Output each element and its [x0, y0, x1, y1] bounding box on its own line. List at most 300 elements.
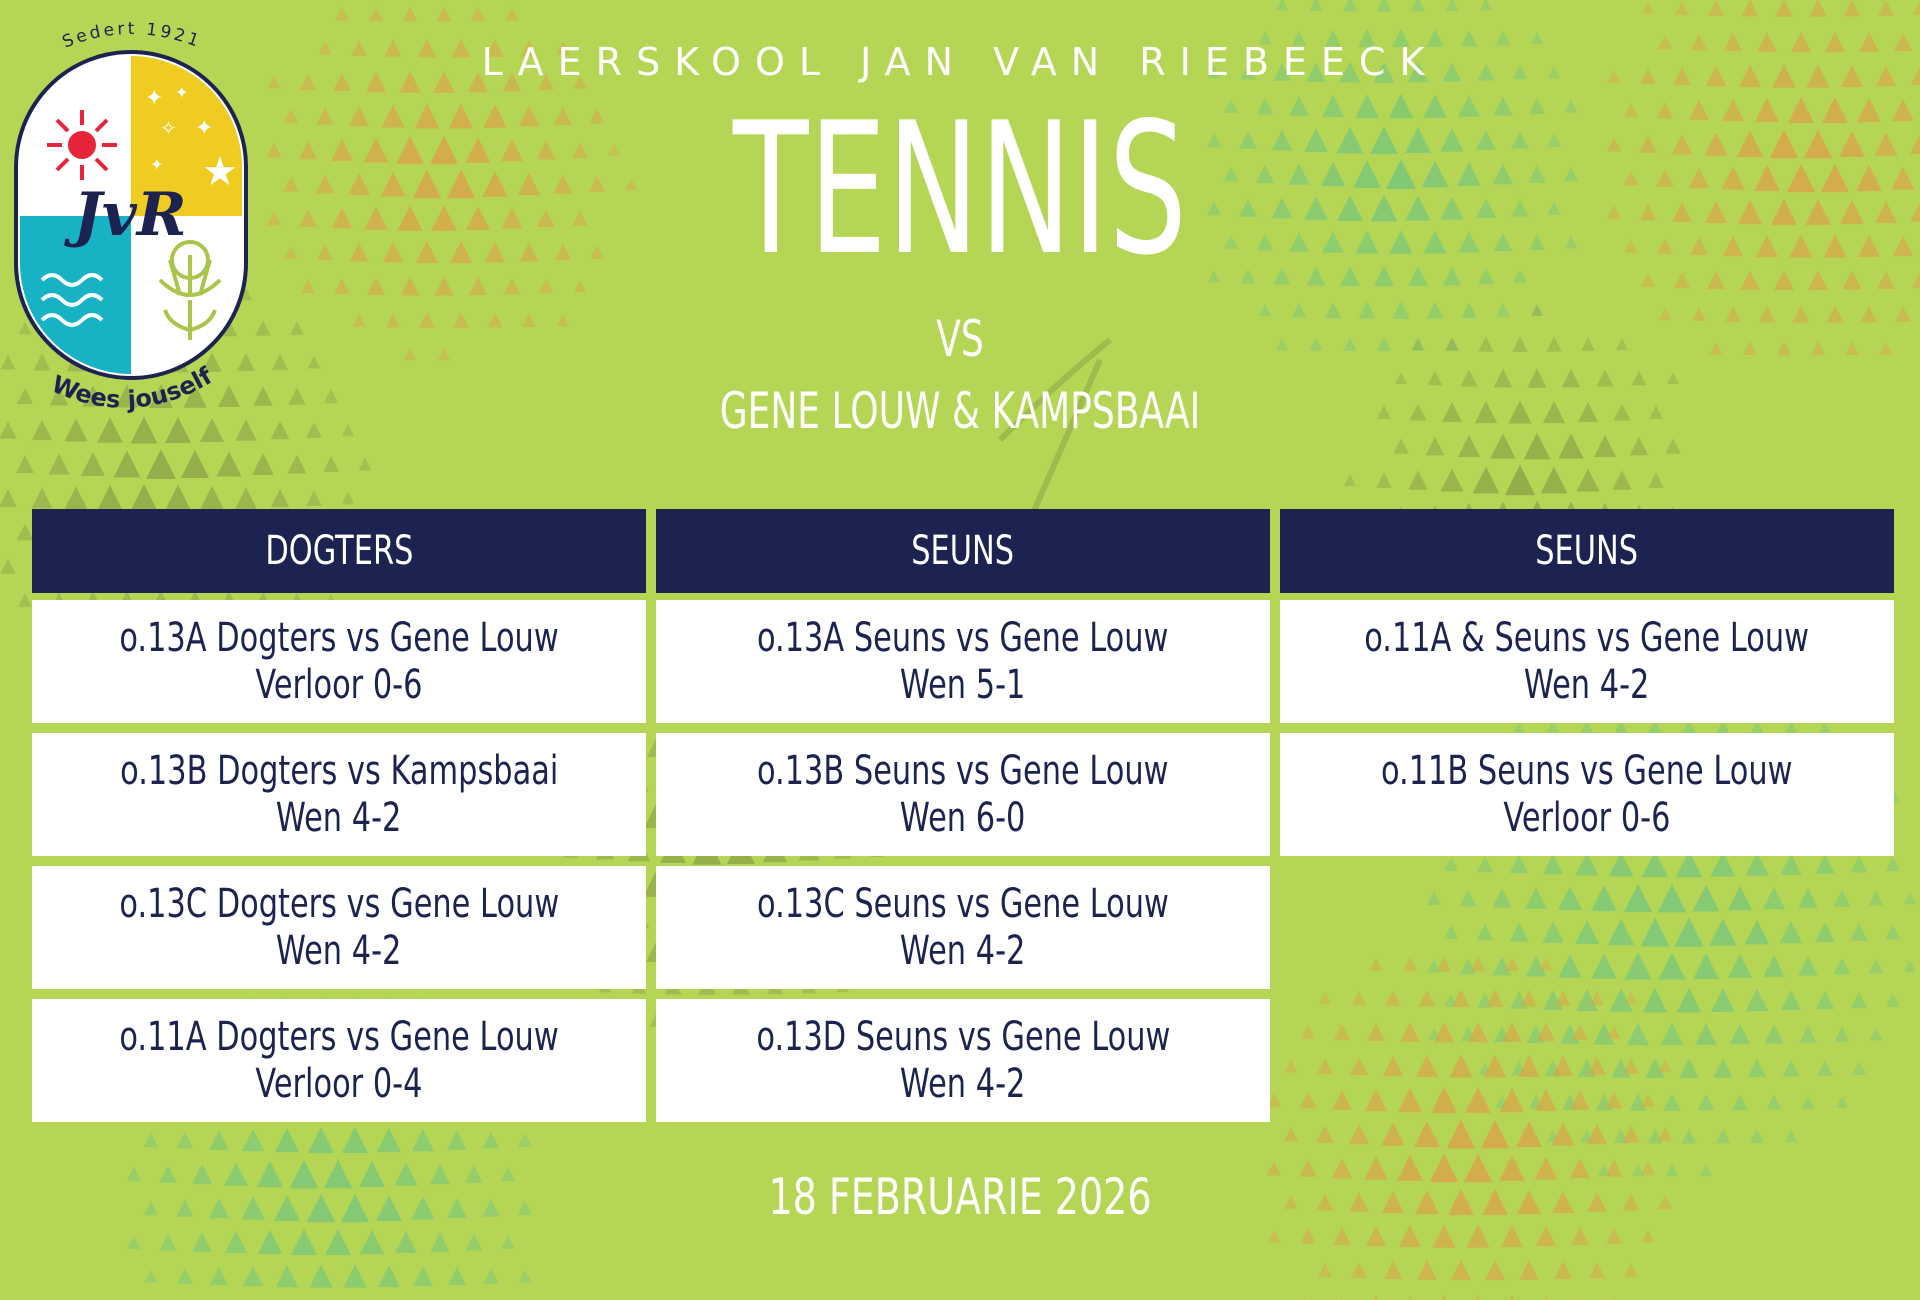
match-result: Verloor 0-4: [255, 1060, 423, 1107]
pattern-triangle: [1869, 1027, 1882, 1040]
pattern-triangle: [1869, 959, 1884, 974]
pattern-triangle: [1641, 918, 1670, 947]
svg-text:✦: ✦: [195, 115, 214, 140]
match-result: Wen 4-2: [276, 927, 402, 974]
pattern-triangle: [574, 280, 586, 292]
result-card: [656, 600, 1270, 723]
pattern-triangle: [1317, 1058, 1333, 1074]
pattern-triangle: [1780, 921, 1802, 943]
pattern-triangle: [1350, 1057, 1368, 1075]
match-label: o.13C Seuns vs Gene Louw: [757, 880, 1169, 927]
pattern-triangle: [1516, 1121, 1542, 1147]
pattern-triangle: [1886, 993, 1900, 1007]
pattern-triangle: [1913, 1, 1920, 15]
pattern-triangle: [1435, 1295, 1452, 1300]
pattern-triangle: [0, 558, 15, 573]
pattern-triangle: [505, 7, 518, 20]
pattern-triangle: [1723, 236, 1743, 256]
pattern-triangle: [1505, 957, 1519, 971]
pattern-triangle: [1737, 131, 1763, 157]
pattern-triangle: [1910, 134, 1920, 154]
pattern-triangle: [1414, 1121, 1440, 1147]
pattern-triangle: [1763, 955, 1785, 977]
pattern-triangle: [164, 484, 191, 511]
pattern-triangle: [18, 593, 31, 606]
pattern-triangle: [1728, 954, 1752, 978]
pattern-triangle: [395, 1231, 417, 1253]
pattern-triangle: [1624, 1263, 1638, 1277]
pattern-triangle: [209, 1130, 229, 1150]
pattern-triangle: [1774, 270, 1794, 290]
pattern-triangle: [1781, 990, 1802, 1011]
pattern-triangle: [1606, 1228, 1622, 1244]
pattern-triangle: [1857, 98, 1881, 122]
pattern-triangle: [1659, 308, 1671, 320]
pattern-triangle: [97, 417, 123, 443]
pattern-triangle: [1777, 341, 1792, 356]
pattern-triangle: [1408, 470, 1427, 489]
pattern-triangle: [49, 454, 70, 475]
pattern-triangle: [1869, 891, 1884, 906]
pattern-triangle: [1591, 885, 1617, 911]
pattern-triangle: [1704, 132, 1727, 155]
match-label: o.11A Dogters vs Gene Louw: [119, 1013, 559, 1060]
pattern-triangle: [1400, 1022, 1420, 1042]
pattern-triangle: [267, 211, 282, 226]
pattern-triangle: [200, 418, 224, 442]
pattern-triangle: [1452, 989, 1470, 1007]
pattern-triangle: [1677, 988, 1702, 1013]
pattern-triangle: [436, 6, 451, 21]
pattern-triangle: [131, 417, 158, 444]
pattern-triangle: [501, 1235, 515, 1249]
pattern-triangle: [1419, 990, 1436, 1007]
pattern-triangle: [1878, 0, 1894, 16]
pattern-triangle: [1468, 1022, 1488, 1042]
pattern-triangle: [1679, 1058, 1699, 1078]
pattern-triangle: [32, 488, 53, 509]
pattern-triangle: [144, 1201, 159, 1216]
pattern-triangle: [146, 449, 176, 479]
pattern-triangle: [360, 1230, 384, 1254]
pattern-triangle: [1823, 234, 1846, 257]
column-header: SEUNS: [1280, 509, 1894, 593]
pattern-triangle: [159, 1165, 177, 1183]
pattern-triangle: [1300, 1228, 1316, 1244]
pattern-triangle: [1344, 474, 1356, 486]
pattern-triangle: [210, 1267, 228, 1285]
match-label: o.11A & Seuns vs Gene Louw: [1364, 614, 1810, 661]
pattern-triangle: [258, 1230, 282, 1254]
pattern-triangle: [1381, 1122, 1404, 1145]
pattern-triangle: [1471, 957, 1486, 972]
pattern-triangle: [1816, 991, 1834, 1009]
pattern-triangle: [1505, 465, 1536, 496]
pattern-triangle: [1399, 1225, 1421, 1247]
pattern-triangle: [1809, 0, 1827, 17]
pattern-triangle: [1657, 102, 1674, 119]
pattern-triangle: [1740, 270, 1760, 290]
pattern-triangle: [1536, 1226, 1556, 1246]
pattern-triangle: [1481, 1120, 1510, 1149]
pattern-triangle: [378, 1265, 400, 1287]
pattern-triangle: [1893, 236, 1913, 256]
pattern-triangle: [1877, 271, 1895, 289]
pattern-triangle: [1309, 0, 1323, 11]
pattern-triangle: [1657, 238, 1673, 254]
pattern-triangle: [1343, 0, 1358, 11]
pattern-triangle: [1874, 132, 1897, 155]
pattern-triangle: [252, 453, 274, 475]
pattern-triangle: [283, 176, 298, 191]
pattern-triangle: [1904, 960, 1916, 972]
column-header: SEUNS: [656, 509, 1270, 593]
pattern-triangle: [1728, 886, 1753, 911]
pattern-triangle: [1763, 887, 1785, 909]
pattern-triangle: [1799, 1025, 1816, 1042]
pattern-triangle: [32, 420, 52, 440]
pattern-triangle: [306, 490, 322, 506]
pattern-triangle: [1351, 1262, 1367, 1278]
pattern-triangle: [1675, 1, 1689, 15]
pattern-triangle: [1672, 134, 1692, 154]
pattern-triangle: [1376, 472, 1392, 488]
pattern-triangle: [160, 1234, 177, 1251]
pattern-triangle: [1775, 0, 1793, 17]
pattern-triangle: [1501, 1225, 1523, 1247]
sun-icon: [47, 110, 117, 180]
pattern-triangle: [1711, 988, 1735, 1012]
pattern-triangle: [334, 278, 350, 294]
pattern-triangle: [1658, 1059, 1671, 1072]
result-card: [1280, 600, 1894, 723]
pattern-triangle: [1789, 234, 1812, 257]
pattern-triangle: [1539, 957, 1552, 970]
match-label: o.13D Seuns vs Gene Louw: [755, 1013, 1171, 1060]
pattern-triangle: [1334, 1024, 1350, 1040]
pattern-triangle: [1742, 0, 1759, 16]
pattern-triangle: [81, 452, 105, 476]
pattern-triangle: [1738, 200, 1762, 224]
pattern-triangle: [1798, 888, 1818, 908]
pattern-triangle: [1852, 1061, 1866, 1075]
pattern-triangle: [1612, 470, 1631, 489]
pattern-triangle: [1473, 467, 1500, 494]
pattern-triangle: [1504, 1296, 1521, 1300]
pattern-triangle: [1640, 204, 1657, 221]
pattern-triangle: [1808, 270, 1828, 290]
pattern-triangle: [1801, 1095, 1815, 1109]
pattern-triangle: [1440, 468, 1463, 491]
result-card: [656, 866, 1270, 989]
pattern-triangle: [1571, 1227, 1589, 1245]
pattern-triangle: [1641, 1229, 1654, 1242]
pattern-triangle: [1554, 1261, 1572, 1279]
pattern-triangle: [1447, 1120, 1476, 1149]
pattern-triangle: [1892, 99, 1914, 121]
pattern-triangle: [1695, 1023, 1717, 1045]
pattern-triangle: [1836, 1096, 1848, 1108]
pattern-triangle: [1525, 887, 1547, 909]
pattern-triangle: [1771, 199, 1797, 225]
pattern-triangle: [301, 279, 315, 293]
pattern-triangle: [1861, 306, 1878, 323]
pattern-triangle: [1300, 1092, 1317, 1109]
pattern-triangle: [1537, 1023, 1555, 1041]
pattern-triangle: [114, 451, 141, 478]
pattern-triangle: [309, 1264, 332, 1287]
pattern-triangle: [1689, 100, 1709, 120]
pattern-triangle: [276, 1265, 298, 1287]
pattern-triangle: [1716, 1129, 1731, 1144]
pattern-triangle: [1465, 1087, 1491, 1113]
pattern-triangle: [1625, 992, 1637, 1004]
match-result: Verloor 0-6: [255, 661, 423, 708]
pattern-triangle: [1624, 171, 1639, 186]
pattern-triangle: [1519, 1260, 1538, 1279]
pattern-triangle: [1746, 989, 1768, 1011]
pattern-triangle: [1538, 1296, 1554, 1300]
pattern-triangle: [1576, 468, 1599, 491]
pattern-triangle: [1509, 922, 1528, 941]
result-card: [656, 733, 1270, 856]
pattern-triangle: [1766, 1094, 1781, 1109]
pattern-triangle: [1588, 1057, 1606, 1075]
pattern-triangle: [165, 417, 191, 443]
vs-label: VS: [936, 310, 984, 368]
pattern-triangle: [235, 419, 256, 440]
pattern-triangle: [1879, 341, 1892, 354]
result-card: [1280, 733, 1894, 856]
result-card: [32, 733, 646, 856]
svg-text:✦: ✦: [150, 157, 164, 174]
pattern-triangle: [1367, 1023, 1385, 1041]
opponents-title: GENE LOUW & KAMPSBAAI: [719, 382, 1201, 440]
column-dogters: [32, 509, 646, 1132]
pattern-triangle: [1822, 97, 1848, 123]
pattern-triangle: [1572, 1024, 1588, 1040]
pattern-triangle: [336, 8, 349, 21]
pattern-triangle: [1784, 1129, 1797, 1142]
pattern-triangle: [1641, 1093, 1655, 1107]
pattern-triangle: [192, 1232, 212, 1252]
pattern-triangle: [1755, 98, 1780, 123]
result-card: [656, 999, 1270, 1122]
pattern-triangle: [192, 1164, 212, 1184]
pattern-triangle: [1722, 99, 1744, 121]
pattern-triangle: [483, 1268, 499, 1284]
pattern-triangle: [1721, 166, 1744, 189]
pattern-triangle: [1754, 165, 1780, 191]
pattern-triangle: [1705, 201, 1727, 223]
pattern-triangle: [1856, 165, 1882, 191]
pattern-triangle: [200, 486, 225, 511]
pattern-triangle: [1437, 957, 1452, 972]
pattern-triangle: [266, 142, 281, 157]
pattern-triangle: [1319, 992, 1331, 1004]
column-seuns-o13: [656, 509, 1270, 1132]
result-card: [32, 600, 646, 723]
pattern-triangle: [1674, 917, 1703, 946]
pattern-triangle: [343, 1264, 366, 1287]
svg-text:✦: ✦: [145, 85, 164, 110]
pattern-triangle: [177, 1132, 194, 1149]
pattern-triangle: [1558, 886, 1582, 910]
pattern-triangle: [291, 1229, 317, 1255]
match-label: o.13B Seuns vs Gene Louw: [757, 747, 1169, 794]
pattern-triangle: [1332, 1090, 1352, 1110]
pattern-triangle: [1643, 988, 1668, 1013]
pattern-triangle: [1826, 305, 1843, 322]
pattern-triangle: [1587, 1124, 1607, 1144]
pattern-triangle: [130, 484, 158, 512]
pattern-triangle: [1301, 1025, 1315, 1039]
pattern-triangle: [1376, 0, 1391, 12]
pattern-triangle: [1658, 1127, 1673, 1142]
pattern-triangle: [181, 450, 209, 478]
pattern-triangle: [17, 524, 34, 541]
pattern-triangle: [1555, 990, 1571, 1006]
sport-title: TENNIS: [732, 83, 1188, 295]
pattern-triangle: [1445, 0, 1459, 11]
pattern-triangle: [466, 1234, 483, 1251]
match-result: Wen 4-2: [276, 794, 402, 841]
pattern-triangle: [1851, 992, 1867, 1008]
pattern-triangle: [447, 1130, 467, 1150]
pattern-triangle: [1672, 202, 1692, 222]
pattern-triangle: [1349, 1124, 1369, 1144]
pattern-triangle: [1850, 923, 1867, 940]
pattern-triangle: [1284, 1059, 1297, 1072]
pattern-triangle: [16, 455, 34, 473]
match-result: Wen 5-1: [900, 661, 1026, 708]
pattern-triangle: [1366, 1226, 1386, 1246]
pattern-triangle: [1845, 341, 1859, 355]
pattern-triangle: [483, 1132, 500, 1149]
pattern-triangle: [1798, 956, 1817, 975]
pattern-triangle: [1667, 372, 1679, 384]
pattern-triangle: [1451, 1260, 1471, 1280]
pattern-triangle: [144, 1269, 157, 1282]
pattern-triangle: [1606, 1092, 1623, 1109]
match-result: Verloor 0-6: [1503, 794, 1671, 841]
pattern-triangle: [64, 486, 88, 510]
pattern-triangle: [1792, 305, 1809, 322]
pattern-triangle: [1589, 1262, 1605, 1278]
pattern-triangle: [1708, 0, 1724, 16]
pattern-triangle: [1674, 272, 1690, 288]
pattern-triangle: [1431, 1087, 1457, 1113]
match-label: o.11B Seuns vs Gene Louw: [1381, 747, 1793, 794]
match-date: 18 FEBRUARIE 2026: [768, 1168, 1152, 1226]
pattern-triangle: [1732, 1094, 1748, 1110]
match-label: o.13A Seuns vs Gene Louw: [757, 614, 1169, 661]
pattern-triangle: [1365, 1089, 1387, 1111]
pattern-triangle: [1764, 1024, 1783, 1043]
pattern-triangle: [1624, 884, 1652, 912]
pattern-triangle: [1276, 0, 1289, 10]
pattern-triangle: [209, 1198, 229, 1218]
pattern-triangle: [412, 1129, 434, 1151]
pattern-triangle: [1656, 169, 1674, 187]
pattern-triangle: [1333, 1227, 1351, 1245]
pattern-triangle: [127, 1235, 141, 1249]
pattern-triangle: [1558, 954, 1581, 977]
pattern-triangle: [1875, 201, 1897, 223]
pattern-triangle: [1416, 1055, 1438, 1077]
result-card: [32, 866, 646, 989]
pattern-triangle: [1627, 1023, 1649, 1045]
pattern-triangle: [402, 6, 417, 21]
pattern-triangle: [1575, 920, 1599, 944]
pattern-triangle: [1403, 957, 1417, 971]
pattern-triangle: [1782, 1059, 1799, 1076]
pattern-triangle: [471, 7, 486, 22]
pattern-triangle: [1608, 919, 1634, 945]
pattern-triangle: [284, 245, 297, 258]
pattern-triangle: [177, 1268, 193, 1284]
pattern-triangle: [1607, 1025, 1621, 1039]
pattern-triangle: [1485, 1260, 1505, 1280]
pattern-triangle: [1885, 924, 1900, 939]
pattern-triangle: [1661, 1023, 1683, 1045]
pattern-triangle: [1427, 891, 1441, 905]
pattern-triangle: [1895, 306, 1911, 322]
pattern-triangle: [64, 418, 87, 441]
pattern-triangle: [1839, 131, 1865, 157]
pattern-triangle: [1707, 271, 1725, 289]
pattern-triangle: [539, 279, 553, 293]
pattern-triangle: [1542, 921, 1564, 943]
pattern-triangle: [1805, 199, 1831, 225]
pattern-triangle: [1641, 273, 1655, 287]
pattern-triangle: [1821, 164, 1849, 192]
pattern-triangle: [287, 454, 306, 473]
svg-text:✧: ✧: [160, 118, 177, 140]
pattern-triangle: [1787, 164, 1816, 193]
pattern-triangle: [1748, 1059, 1766, 1077]
pattern-triangle: [1541, 467, 1568, 494]
pattern-triangle: [1811, 341, 1826, 356]
pattern-triangle: [1648, 472, 1664, 488]
pattern-triangle: [1383, 1056, 1404, 1077]
pattern-triangle: [1693, 953, 1719, 979]
pattern-triangle: [1480, 0, 1492, 10]
pattern-triangle: [1318, 1263, 1332, 1277]
pattern-triangle: [1713, 1058, 1732, 1077]
pattern-triangle: [1267, 1229, 1280, 1242]
pattern-triangle: [1912, 272, 1920, 288]
pattern-triangle: [1833, 889, 1850, 906]
pattern-triangle: [1750, 1129, 1764, 1143]
pattern-triangle: [1663, 1093, 1680, 1110]
match-result: Wen 4-2: [900, 927, 1026, 974]
pattern-triangle: [1486, 989, 1504, 1007]
pattern-triangle: [1743, 341, 1757, 355]
match-result: Wen 4-2: [1524, 661, 1650, 708]
pattern-triangle: [518, 1133, 532, 1147]
pattern-triangle: [1469, 1295, 1486, 1300]
pattern-triangle: [1788, 97, 1814, 123]
column-seuns-o11: [1280, 509, 1894, 866]
pattern-triangle: [127, 1167, 142, 1182]
pattern-triangle: [369, 7, 383, 21]
pattern-triangle: [1730, 1024, 1751, 1045]
pattern-triangle: [235, 487, 257, 509]
svg-text:✦: ✦: [175, 85, 189, 102]
pattern-triangle: [1352, 991, 1366, 1005]
pattern-triangle: [216, 451, 241, 476]
